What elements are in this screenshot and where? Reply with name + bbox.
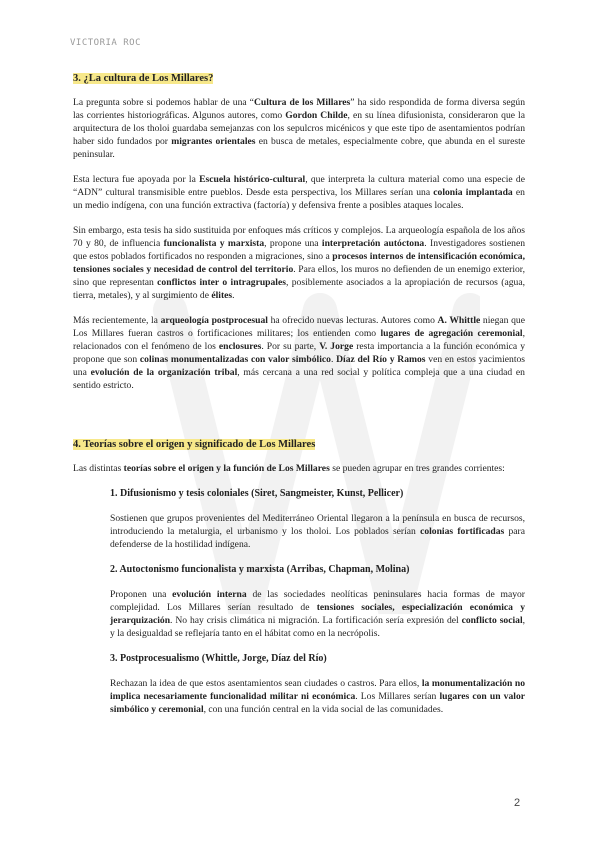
bold-term: evolución interna (172, 589, 247, 600)
text-run: se pueden agrupar en tres grandes corrientes: (329, 463, 505, 474)
section-4-intro (73, 462, 525, 475)
text-run: , que interpreta la cultura material como una especie de “ADN” cultural transmisible entre pueblos. Desde esta perspectiva, los Millares serían una (73, 174, 525, 198)
section-3-paragraph-3 (73, 224, 525, 302)
text-run: . No hay crisis climática ni migración. La fortificación sería expresión del (170, 615, 462, 626)
section-3-paragraph-1 (73, 96, 525, 161)
bold-term: Gordon Childe (285, 110, 348, 121)
text-run: para defenderse de la hostilidad indígena. (110, 526, 525, 550)
text-run: Más recientemente, la (73, 315, 161, 326)
section-3-heading (73, 72, 525, 86)
text-run: . Para ellos, los muros no defienden de un enemigo exterior, sino que representan (73, 264, 525, 288)
text-run: , con una función central en la vida social de las comunidades. (203, 704, 444, 715)
text-run: . (232, 290, 235, 301)
theory-1-title: 1. Difusionismo y tesis coloniales (Siret, Sangmeister, Kunst, Pellicer) (110, 488, 404, 499)
text-run: . (330, 354, 337, 365)
text-run: . Investigadores sostienen que estos poblados fortificados no responden a migraciones, sino a (73, 238, 526, 262)
text-run: . Por su parte, (261, 341, 320, 352)
bold-term: Cultura de los Millares (253, 97, 351, 108)
text-run: Rechazan la idea de que estos asentamientos sean ciudades o castros. Para ellos, (110, 678, 422, 689)
bold-term: A. Whittle (437, 315, 481, 326)
bold-term: colinas monumentalizadas con valor simbólico (139, 354, 331, 365)
bold-term: teorías sobre el origen y la función de Los Millares (123, 463, 330, 474)
theory-3-title: 3. Postprocesualismo (Whittle, Jorge, Díaz del Río) (110, 653, 327, 664)
bold-term: lugares con un valor simbólico y ceremonial (110, 691, 526, 715)
bold-term: colonias fortificadas (420, 526, 505, 537)
bold-term: lugares de agregación ceremonial (380, 328, 523, 339)
text-run: resta importancia a la función económica y propone que son (73, 341, 525, 365)
text-run: , relacionados con el fenómeno de los (73, 328, 525, 352)
bold-term: interpretación autóctona (321, 238, 425, 249)
text-run: ven en estos yacimientos una (73, 354, 526, 378)
bold-term: conflicto social (461, 615, 523, 626)
text-run: , más cercana a una red social y política compleja que a una ciudad en sentido estricto. (73, 367, 525, 391)
theory-3-text (110, 677, 525, 716)
text-run: en un medio indígena, con una función extractiva (factoría) y defensiva frente a posibles ataques locales. (73, 187, 525, 211)
text-run: Las distintas (73, 463, 124, 474)
bold-term: evolución de la organización tribal (90, 367, 238, 378)
bold-term: Díaz del Río y Ramos (336, 354, 426, 365)
text-run: , posiblemente asociados a la apropiación de recursos (agua, tierra, metales), y al surgimiento de (73, 277, 525, 301)
bold-term: funcionalista y marxista (163, 238, 265, 249)
bold-term: migrantes orientales (171, 136, 256, 147)
text-run: La pregunta sobre si podemos hablar de una “ (73, 97, 254, 108)
text-run: niegan que Los Millares fueran castros o fortificaciones militares; los entienden como (73, 315, 525, 339)
text-run: en busca de metales, especialmente cobre, que abunda en el sureste peninsular. (73, 136, 526, 160)
section-3-title: 3. ¿La cultura de Los Millares? (73, 73, 214, 84)
author-watermark: VICTORIA ROC (70, 38, 142, 48)
text-run: , en su línea difusionista, consideraron que la arquitectura de los tholoi guardaba semejanzas con los sepulcros micénicos y que este tipo de asentamientos podrían haber sido fundados por (73, 110, 525, 147)
bold-term: tensiones sociales, especialización económica y jerarquización (110, 602, 525, 626)
text-run: . Los Millares serían (355, 691, 440, 702)
bold-term: élites (211, 290, 233, 301)
bold-term: procesos internos de intensificación económica, tensiones sociales y necesidad de control del territorio (73, 251, 525, 275)
section-4-heading (73, 438, 525, 452)
text-run: Proponen una (110, 589, 173, 600)
section-3-paragraph-2 (73, 173, 525, 212)
bold-term: colonia implantada (433, 187, 513, 198)
text-run: Esta lectura fue apoyada por la (73, 174, 200, 185)
text-run: , propone una (264, 238, 322, 249)
page-content (73, 72, 525, 716)
text-run: de las sociedades neolíticas peninsulares hacia formas de mayor complejidad. Los Millares serían resultado de (110, 589, 526, 613)
bold-term: arqueología postprocesual (160, 315, 268, 326)
theory-2-title: 2. Autoctonismo funcionalista y marxista (Arribas, Chapman, Molina) (110, 564, 410, 575)
text-run: ” ha sido respondida de forma diversa según las corrientes historiográficas. Algunos autores, como (73, 97, 525, 121)
text-run: ha ofrecido nuevas lecturas. Autores como (267, 315, 438, 326)
text-run: Sin embargo, esta tesis ha sido sustituida por enfoques más críticos y complejos. La arqueología española de los años 70 y 80, de influencia (73, 225, 525, 249)
section-3-paragraph-4 (73, 314, 525, 392)
bold-term: enclosures (218, 341, 262, 352)
bold-term: la monumentalización no implica necesariamente funcionalidad militar ni económica (110, 678, 525, 702)
theory-2-text (110, 588, 525, 640)
text-run: , y la desigualdad se reflejaría tanto en el hábitat como en la necrópolis. (110, 615, 526, 639)
page-number: 2 (514, 797, 521, 809)
section-4-title: 4. Teorías sobre el origen y significado de Los Millares (73, 439, 316, 450)
bold-term: conflictos inter o intragrupales (157, 277, 286, 288)
text-run: Sostienen que grupos provenientes del Mediterráneo Oriental llegaron a la península en busca de recursos, introduciendo la metalurgia, el urbanismo y los tholoi. Los poblados serían (110, 513, 525, 537)
bold-term: Escuela histórico-cultural (199, 174, 306, 185)
theory-1-text (110, 512, 525, 551)
bold-term: V. Jorge (319, 341, 354, 352)
